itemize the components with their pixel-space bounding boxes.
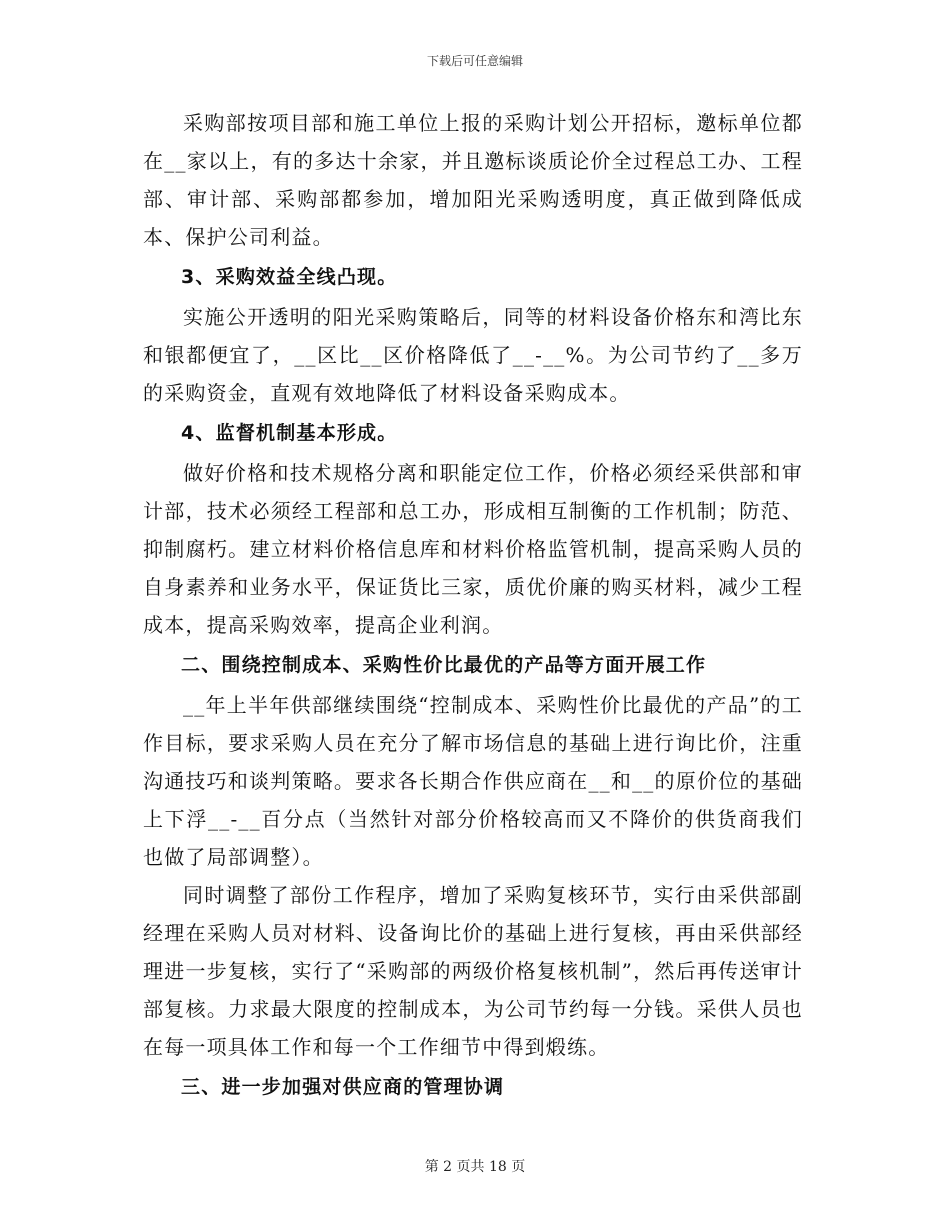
heading-supervision-mechanism: 4、监督机制基本形成。 <box>181 422 398 444</box>
page-footer: 第 2 页共 18 页 <box>424 1159 526 1175</box>
heading-procurement-benefits: 3、采购效益全线凸现。 <box>181 266 398 288</box>
heading-section-two: 二、围绕控制成本、采购性价比最优的产品等方面开展工作 <box>181 654 707 676</box>
paragraph-review-process: 同时调整了部份工作程序，增加了采购复核环节，实行由采供部副经理在采购人员对材料、设备询比价的基础上进行复核，再由采供部经理进一步复核，实行了“采购部的两级价格复核机制”，然后再传送审计部复核。力求最大限度的控制成本，为公司节约每一分钱。采供人员也在每一项具体工作和每一个工作细节中得到煅练。 <box>143 883 803 1059</box>
paragraph-procurement-bidding: 采购部按项目部和施工单位上报的采购计划公开招标，邀标单位都在__家以上，有的多达十余家，并且邀标谈质论价全过程总工办、工程部、审计部、采购部都参加，增加阳光采购透明度，真正做到降低成本、保护公司利益。 <box>143 111 803 249</box>
heading-section-three: 三、进一步加强对供应商的管理协调 <box>181 1076 505 1098</box>
document-body <box>143 104 803 1108</box>
paragraph-supervision: 做好价格和技术规格分离和职能定位工作，价格必须经采供部和审计部，技术必须经工程部和总工办，形成相互制衡的工作机制；防范、抑制腐朽。建立材料价格信息库和材料价格监管机制，提高采购人员的自身素养和业务水平，保证货比三家，质优价廉的购买材料，减少工程成本，提高采购效率，提高企业利润。 <box>143 461 803 637</box>
paragraph-cost-control: __年上半年供部继续围绕“控制成本、采购性价比最优的产品”的工作目标，要求采购人员在充分了解市场信息的基础上进行询比价，注重沟通技巧和谈判策略。要求各长期合作供应商在__和__的原价位的基础上下浮__-__百分点（当然针对部分价格较高而又不降价的供货商我们也做了局部调整）。 <box>143 693 803 869</box>
paragraph-price-reduction: 实施公开透明的阳光采购策略后，同等的材料设备价格东和湾比东和银都便宜了，__区比__区价格降低了__-__%。为公司节约了__多万的采购资金，直观有效地降低了材料设备采购成本。 <box>143 305 803 405</box>
page-header: 下载后可任意编辑 <box>426 54 523 68</box>
